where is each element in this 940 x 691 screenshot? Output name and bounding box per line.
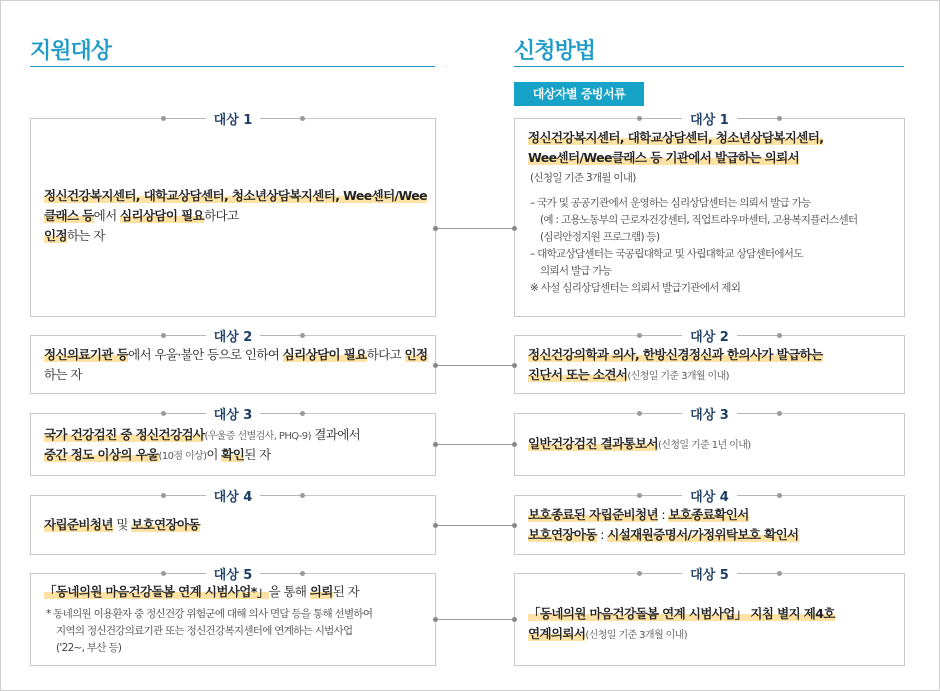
left-text-2 xyxy=(44,345,432,385)
header-rule xyxy=(642,335,682,336)
header-rule xyxy=(260,118,300,119)
right-text-3 xyxy=(528,434,902,454)
right-text-5 xyxy=(528,604,902,644)
highlight-text: 연계의뢰서 xyxy=(528,626,586,641)
plain-text: : xyxy=(657,507,669,522)
left-note-5 xyxy=(46,606,432,657)
right-text-1 xyxy=(528,128,902,168)
plain-text: 결과에서 xyxy=(310,427,361,442)
right-header-2 xyxy=(514,325,905,345)
header-rule xyxy=(642,495,682,496)
connector-dot-icon xyxy=(433,617,438,622)
header-dot-icon xyxy=(777,493,782,498)
header-label: 대상 5 xyxy=(206,564,261,583)
connector-dot-icon xyxy=(433,226,438,231)
header-rule xyxy=(737,573,777,574)
plain-text: 및 xyxy=(112,517,132,532)
highlight-text: 국가 건강검진 중 정신건강검사 xyxy=(44,427,205,442)
connector-dot-icon xyxy=(512,523,517,528)
highlight-text: 정신건강의학과 의사, 한방신경정신과 한의사가 발급하는 xyxy=(528,347,823,362)
header-rule xyxy=(166,495,206,496)
plain-text: 하다고 xyxy=(366,347,405,362)
left-text-5 xyxy=(44,582,432,602)
note-line: 지역의 정신건강의료기관 또는 정신건강복지센터에 연계하는 시범사업 xyxy=(56,625,353,637)
header-rule xyxy=(737,335,777,336)
header-rule xyxy=(166,573,206,574)
header-label: 대상 1 xyxy=(206,109,261,128)
right-text-2 xyxy=(528,345,902,385)
connector-2 xyxy=(436,365,514,366)
plain-text: 된 자 xyxy=(244,447,271,462)
highlight-text: 「동네의원 마음건강돌봄 연계 시범사업」 지침 별지 제4호 xyxy=(528,606,835,621)
highlight-text: 「동네의원 마음건강돌봄 연계 시범사업*」 xyxy=(44,584,269,599)
header-label: 대상 3 xyxy=(206,404,261,423)
highlight-text: 심리상담이 필요 xyxy=(282,347,367,362)
right-header-1 xyxy=(514,108,905,128)
plain-text: 을 통해 xyxy=(268,584,310,599)
highlight-text: 보호종료확인서 xyxy=(668,507,749,522)
highlight-text: 확인 xyxy=(221,447,245,462)
left-header-1 xyxy=(30,108,436,128)
left-text-1 xyxy=(44,186,432,246)
connector-dot-icon xyxy=(512,363,517,368)
connector-5 xyxy=(436,619,514,620)
highlight-text: 보호연장아동 xyxy=(528,527,597,542)
plain-text: 에서 xyxy=(93,208,120,223)
header-rule xyxy=(642,573,682,574)
header-rule xyxy=(260,413,300,414)
header-dot-icon xyxy=(777,116,782,121)
right-header-5 xyxy=(514,563,905,583)
highlight-text: 의뢰 xyxy=(309,584,333,599)
header-label: 대상 5 xyxy=(682,564,737,583)
left-header-3 xyxy=(30,403,436,423)
right-text-4 xyxy=(528,505,902,545)
highlight-text: 보호연장아동 xyxy=(131,517,200,532)
left-column-title: 지원대상 xyxy=(30,39,112,64)
note-line: (신청일 기준 3개월 이내) xyxy=(530,172,636,184)
connector-dot-icon xyxy=(512,617,517,622)
highlight-text: 진단서 또는 소견서 xyxy=(528,367,628,382)
highlight-text: 심리상담이 필요 xyxy=(119,208,205,223)
small-text: (10점 이상) xyxy=(158,451,207,462)
header-rule xyxy=(166,335,206,336)
note-line: (예 : 고용노동부의 근로자건강센터, 직업트라우마센터, 고용복지플러스센터 xyxy=(540,214,858,226)
small-text: (신청일 기준 3개월 이내) xyxy=(627,371,729,382)
header-rule xyxy=(260,335,300,336)
connector-dot-icon xyxy=(433,363,438,368)
header-dot-icon xyxy=(777,571,782,576)
left-text-4 xyxy=(44,515,432,535)
highlight-text: 인정 xyxy=(44,228,67,243)
note-line: (심리안정지원 프로그램) 등) xyxy=(540,231,660,243)
header-dot-icon xyxy=(300,333,305,338)
left-header-4 xyxy=(30,485,436,505)
right-notes-1 xyxy=(530,170,902,297)
header-rule xyxy=(737,413,777,414)
connector-dot-icon xyxy=(512,442,517,447)
plain-text: : xyxy=(596,527,608,542)
header-label: 대상 4 xyxy=(682,486,737,505)
connector-1 xyxy=(436,228,514,229)
connector-dot-icon xyxy=(433,442,438,447)
plain-text: 된 자 xyxy=(332,584,360,599)
note-line: – 국가 및 공공기관에서 운영하는 심리상담센터는 의뢰서 발급 가능 xyxy=(530,197,811,209)
header-dot-icon xyxy=(300,571,305,576)
left-header-5 xyxy=(30,563,436,583)
connector-4 xyxy=(436,525,514,526)
header-rule xyxy=(642,413,682,414)
plain-text: 하는 자 xyxy=(44,367,82,382)
connector-dot-icon xyxy=(512,226,517,231)
plain-text: 이 xyxy=(206,447,222,462)
note-line: – 대학교상담센터는 국공립대학교 및 사립대학교 상담센터에서도 xyxy=(530,248,803,260)
highlight-text: Wee센터/Wee클래스 등 기관에서 발급하는 의뢰서 xyxy=(528,150,800,165)
highlight-text: 일반건강검진 결과통보서 xyxy=(528,436,658,451)
header-dot-icon xyxy=(300,411,305,416)
plain-text: 에서 우울·불안 등으로 인하여 xyxy=(128,347,283,362)
left-text-3 xyxy=(44,425,432,465)
header-rule xyxy=(642,118,682,119)
right-header-4 xyxy=(514,485,905,505)
header-rule xyxy=(260,495,300,496)
highlight-text: 중간 정도 이상의 우울 xyxy=(44,447,159,462)
header-rule xyxy=(260,573,300,574)
header-rule xyxy=(166,413,206,414)
header-dot-icon xyxy=(777,411,782,416)
right-column-title: 신청방법 xyxy=(514,39,596,64)
small-text: (신청일 기준 3개월 이내) xyxy=(585,630,688,641)
right-title-underline xyxy=(514,66,904,67)
header-rule xyxy=(737,118,777,119)
note-line: 의뢰서 발급 가능 xyxy=(540,265,612,277)
small-text: (우울증 선별검사, PHQ-9) xyxy=(204,431,311,442)
highlight-text: 정신건강복지센터, 대학교상담센터, 청소년상담복지센터, xyxy=(528,130,824,145)
note-line: ※ 사설 심리상담센터는 의뢰서 발급기관에서 제외 xyxy=(530,282,741,294)
note-line: ('22~, 부산 등) xyxy=(56,642,122,654)
highlight-text: 정신건강복지센터, 대학교상담센터, 청소년상담복지센터, Wee센터/Wee클래스 등 xyxy=(44,188,428,223)
plain-text: 하다고 xyxy=(204,208,239,223)
header-dot-icon xyxy=(777,333,782,338)
plain-text: 하는 자 xyxy=(66,228,105,243)
header-rule xyxy=(737,495,777,496)
small-text: (신청일 기준 1년 이내) xyxy=(657,440,751,451)
header-label: 대상 2 xyxy=(682,326,737,345)
header-label: 대상 2 xyxy=(206,326,261,345)
header-label: 대상 1 xyxy=(682,109,737,128)
header-dot-icon xyxy=(300,116,305,121)
highlight-text: 보호종료된 자립준비청년 xyxy=(528,507,658,522)
left-header-2 xyxy=(30,325,436,345)
evidence-docs-tag: 대상자별 증빙서류 xyxy=(514,82,644,106)
highlight-text: 정신의료기관 등 xyxy=(44,347,129,362)
header-rule xyxy=(166,118,206,119)
highlight-text: 시설재원증명서/가정위탁보호 확인서 xyxy=(607,527,799,542)
highlight-text: 자립준비청년 xyxy=(44,517,113,532)
connector-dot-icon xyxy=(433,523,438,528)
note-line: * 동네의원 이용환자 중 정신건강 위험군에 대해 의사 면담 등을 통해 선별하여 xyxy=(46,608,373,620)
highlight-text: 인정 xyxy=(404,347,428,362)
header-label: 대상 3 xyxy=(682,404,737,423)
right-header-3 xyxy=(514,403,905,423)
header-dot-icon xyxy=(300,493,305,498)
left-title-underline xyxy=(30,66,435,67)
header-label: 대상 4 xyxy=(206,486,261,505)
connector-3 xyxy=(436,444,514,445)
